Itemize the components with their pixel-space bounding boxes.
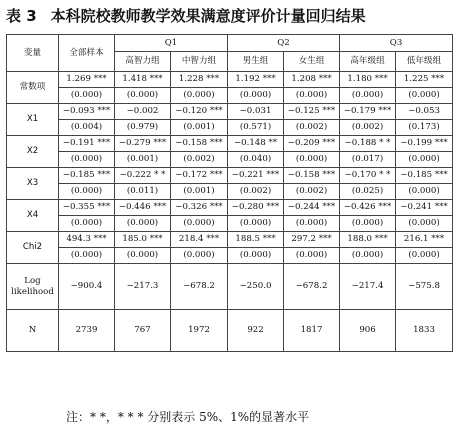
- table-title: [6, 5, 452, 27]
- pvalue-cell: (0.571): [228, 120, 284, 136]
- coef-cell: 1.180 ***: [340, 72, 396, 88]
- pvalue-cell: (0.000): [115, 216, 171, 232]
- coef-cell: −0.241 ***: [396, 200, 453, 216]
- coef-cell: 1.208 ***: [284, 72, 340, 88]
- table-row-coef: [7, 136, 453, 152]
- coef-cell: −0.199 ***: [396, 136, 453, 152]
- coef-cell: −0.191 ***: [59, 136, 115, 152]
- coef-cell: −0.170 * *: [340, 168, 396, 184]
- table-title-text: 本科院校教师教学效果满意度评价计量回归结果: [50, 7, 366, 25]
- pvalue-cell: (0.173): [396, 120, 453, 136]
- coef-cell: −0.120 ***: [171, 104, 228, 120]
- header-subgroup: 女生组: [284, 52, 340, 72]
- coef-cell: −0.209 ***: [284, 136, 340, 152]
- header-subgroup: 低年级组: [396, 52, 453, 72]
- log-likelihood-cell: −217.4: [340, 264, 396, 310]
- coef-cell: −0.148 **: [228, 136, 284, 152]
- pvalue-cell: (0.001): [171, 184, 228, 200]
- header-subgroup: 中智力组: [171, 52, 228, 72]
- pvalue-cell: (0.000): [171, 88, 228, 104]
- table-row-n: [7, 310, 453, 352]
- n-cell: 906: [340, 310, 396, 352]
- coef-cell: 185.0 ***: [115, 232, 171, 248]
- log-label: Log: [24, 275, 41, 286]
- pvalue-cell: (0.002): [340, 120, 396, 136]
- coef-cell: −0.221 ***: [228, 168, 284, 184]
- row-label: N: [7, 310, 59, 352]
- table-row-pvalue: [7, 184, 453, 200]
- coef-cell: 1.225 ***: [396, 72, 453, 88]
- pvalue-cell: (0.025): [340, 184, 396, 200]
- pvalue-cell: (0.002): [284, 120, 340, 136]
- n-cell: 1817: [284, 310, 340, 352]
- pvalue-cell: (0.000): [228, 88, 284, 104]
- pvalue-cell: (0.000): [284, 88, 340, 104]
- coef-cell: 188.0 ***: [340, 232, 396, 248]
- row-label: X2: [7, 136, 59, 168]
- pvalue-cell: (0.000): [115, 88, 171, 104]
- log-likelihood-cell: −575.8: [396, 264, 453, 310]
- n-cell: 1972: [171, 310, 228, 352]
- header-q1: Q1: [115, 35, 228, 52]
- pvalue-cell: (0.000): [340, 248, 396, 264]
- pvalue-cell: (0.001): [171, 120, 228, 136]
- coef-cell: −0.188 * *: [340, 136, 396, 152]
- header-variable: 变量: [7, 35, 59, 72]
- coef-cell: −0.185 ***: [396, 168, 453, 184]
- likelihood-label: likelihood: [11, 286, 54, 297]
- n-cell: 1833: [396, 310, 453, 352]
- coef-cell: 1.192 ***: [228, 72, 284, 88]
- regression-table: [6, 34, 453, 352]
- pvalue-cell: (0.000): [59, 184, 115, 200]
- coef-cell: 1.418 ***: [115, 72, 171, 88]
- coef-cell: −0.279 ***: [115, 136, 171, 152]
- coef-cell: −0.158 ***: [284, 168, 340, 184]
- pvalue-cell: (0.000): [396, 184, 453, 200]
- pvalue-cell: (0.000): [284, 248, 340, 264]
- table-footnote: 注：* *，* * * 分别表示 5%、1%的显著水平: [66, 410, 310, 424]
- pvalue-cell: (0.000): [228, 216, 284, 232]
- pvalue-cell: (0.017): [340, 152, 396, 168]
- pvalue-cell: (0.000): [284, 216, 340, 232]
- coef-cell: −0.158 ***: [171, 136, 228, 152]
- coef-cell: −0.031: [228, 104, 284, 120]
- table-row-pvalue: [7, 120, 453, 136]
- pvalue-cell: (0.000): [115, 248, 171, 264]
- pvalue-cell: (0.000): [171, 248, 228, 264]
- pvalue-cell: (0.000): [228, 248, 284, 264]
- pvalue-cell: (0.000): [59, 152, 115, 168]
- table-row-coef: [7, 104, 453, 120]
- header-q2: Q2: [228, 35, 340, 52]
- row-label: 常数项: [7, 72, 59, 104]
- pvalue-cell: (0.000): [396, 216, 453, 232]
- table-row-coef: [7, 200, 453, 216]
- header-all-sample: 全部样本: [59, 35, 115, 72]
- n-cell: 2739: [59, 310, 115, 352]
- header-row-groups: [7, 35, 453, 52]
- table-row-pvalue: [7, 152, 453, 168]
- coef-cell: −0.426 ***: [340, 200, 396, 216]
- coef-cell: −0.125 ***: [284, 104, 340, 120]
- coef-cell: −0.244 ***: [284, 200, 340, 216]
- table-row-coef: [7, 168, 453, 184]
- row-label: X4: [7, 200, 59, 232]
- log-likelihood-cell: −250.0: [228, 264, 284, 310]
- header-subgroup: 男生组: [228, 52, 284, 72]
- coef-cell: −0.446 ***: [115, 200, 171, 216]
- row-label: X3: [7, 168, 59, 200]
- pvalue-cell: (0.011): [115, 184, 171, 200]
- pvalue-cell: (0.000): [59, 88, 115, 104]
- table-row-coef: [7, 232, 453, 248]
- coef-cell: −0.280 ***: [228, 200, 284, 216]
- coef-cell: 216.1 ***: [396, 232, 453, 248]
- coef-cell: 1.269 ***: [59, 72, 115, 88]
- pvalue-cell: (0.000): [171, 216, 228, 232]
- coef-cell: −0.053: [396, 104, 453, 120]
- coef-cell: −0.172 ***: [171, 168, 228, 184]
- coef-cell: 1.228 ***: [171, 72, 228, 88]
- pvalue-cell: (0.000): [396, 88, 453, 104]
- log-likelihood-cell: −678.2: [171, 264, 228, 310]
- header-subgroup: 高年级组: [340, 52, 396, 72]
- coef-cell: 297.2 ***: [284, 232, 340, 248]
- pvalue-cell: (0.040): [228, 152, 284, 168]
- coef-cell: −0.179 ***: [340, 104, 396, 120]
- log-likelihood-cell: −900.4: [59, 264, 115, 310]
- log-likelihood-cell: −217.3: [115, 264, 171, 310]
- pvalue-cell: (0.002): [228, 184, 284, 200]
- coef-cell: −0.222 * *: [115, 168, 171, 184]
- pvalue-cell: (0.979): [115, 120, 171, 136]
- pvalue-cell: (0.004): [59, 120, 115, 136]
- coef-cell: −0.355 ***: [59, 200, 115, 216]
- table-row-pvalue: [7, 88, 453, 104]
- pvalue-cell: (0.000): [396, 248, 453, 264]
- pvalue-cell: (0.001): [115, 152, 171, 168]
- pvalue-cell: (0.000): [59, 216, 115, 232]
- n-cell: 922: [228, 310, 284, 352]
- table-row-coef: [7, 72, 453, 88]
- log-likelihood-cell: −678.2: [284, 264, 340, 310]
- pvalue-cell: (0.000): [396, 152, 453, 168]
- n-cell: 767: [115, 310, 171, 352]
- pvalue-cell: (0.002): [284, 184, 340, 200]
- pvalue-cell: (0.000): [59, 248, 115, 264]
- header-subgroup: 高智力组: [115, 52, 171, 72]
- pvalue-cell: (0.000): [340, 88, 396, 104]
- row-label-log-likelihood: [7, 264, 59, 310]
- pvalue-cell: (0.002): [171, 152, 228, 168]
- coef-cell: 218.4 ***: [171, 232, 228, 248]
- pvalue-cell: (0.000): [284, 152, 340, 168]
- coef-cell: −0.185 ***: [59, 168, 115, 184]
- coef-cell: 494.3 ***: [59, 232, 115, 248]
- pvalue-cell: (0.000): [340, 216, 396, 232]
- coef-cell: −0.093 ***: [59, 104, 115, 120]
- coef-cell: −0.326 ***: [171, 200, 228, 216]
- header-q3: Q3: [340, 35, 453, 52]
- coef-cell: −0.002: [115, 104, 171, 120]
- table-row-log-likelihood: [7, 264, 453, 310]
- coef-cell: 188.5 ***: [228, 232, 284, 248]
- table-label: 表 3: [6, 7, 37, 25]
- row-label: Chi2: [7, 232, 59, 264]
- table-row-pvalue: [7, 248, 453, 264]
- table-row-pvalue: [7, 216, 453, 232]
- row-label: X1: [7, 104, 59, 136]
